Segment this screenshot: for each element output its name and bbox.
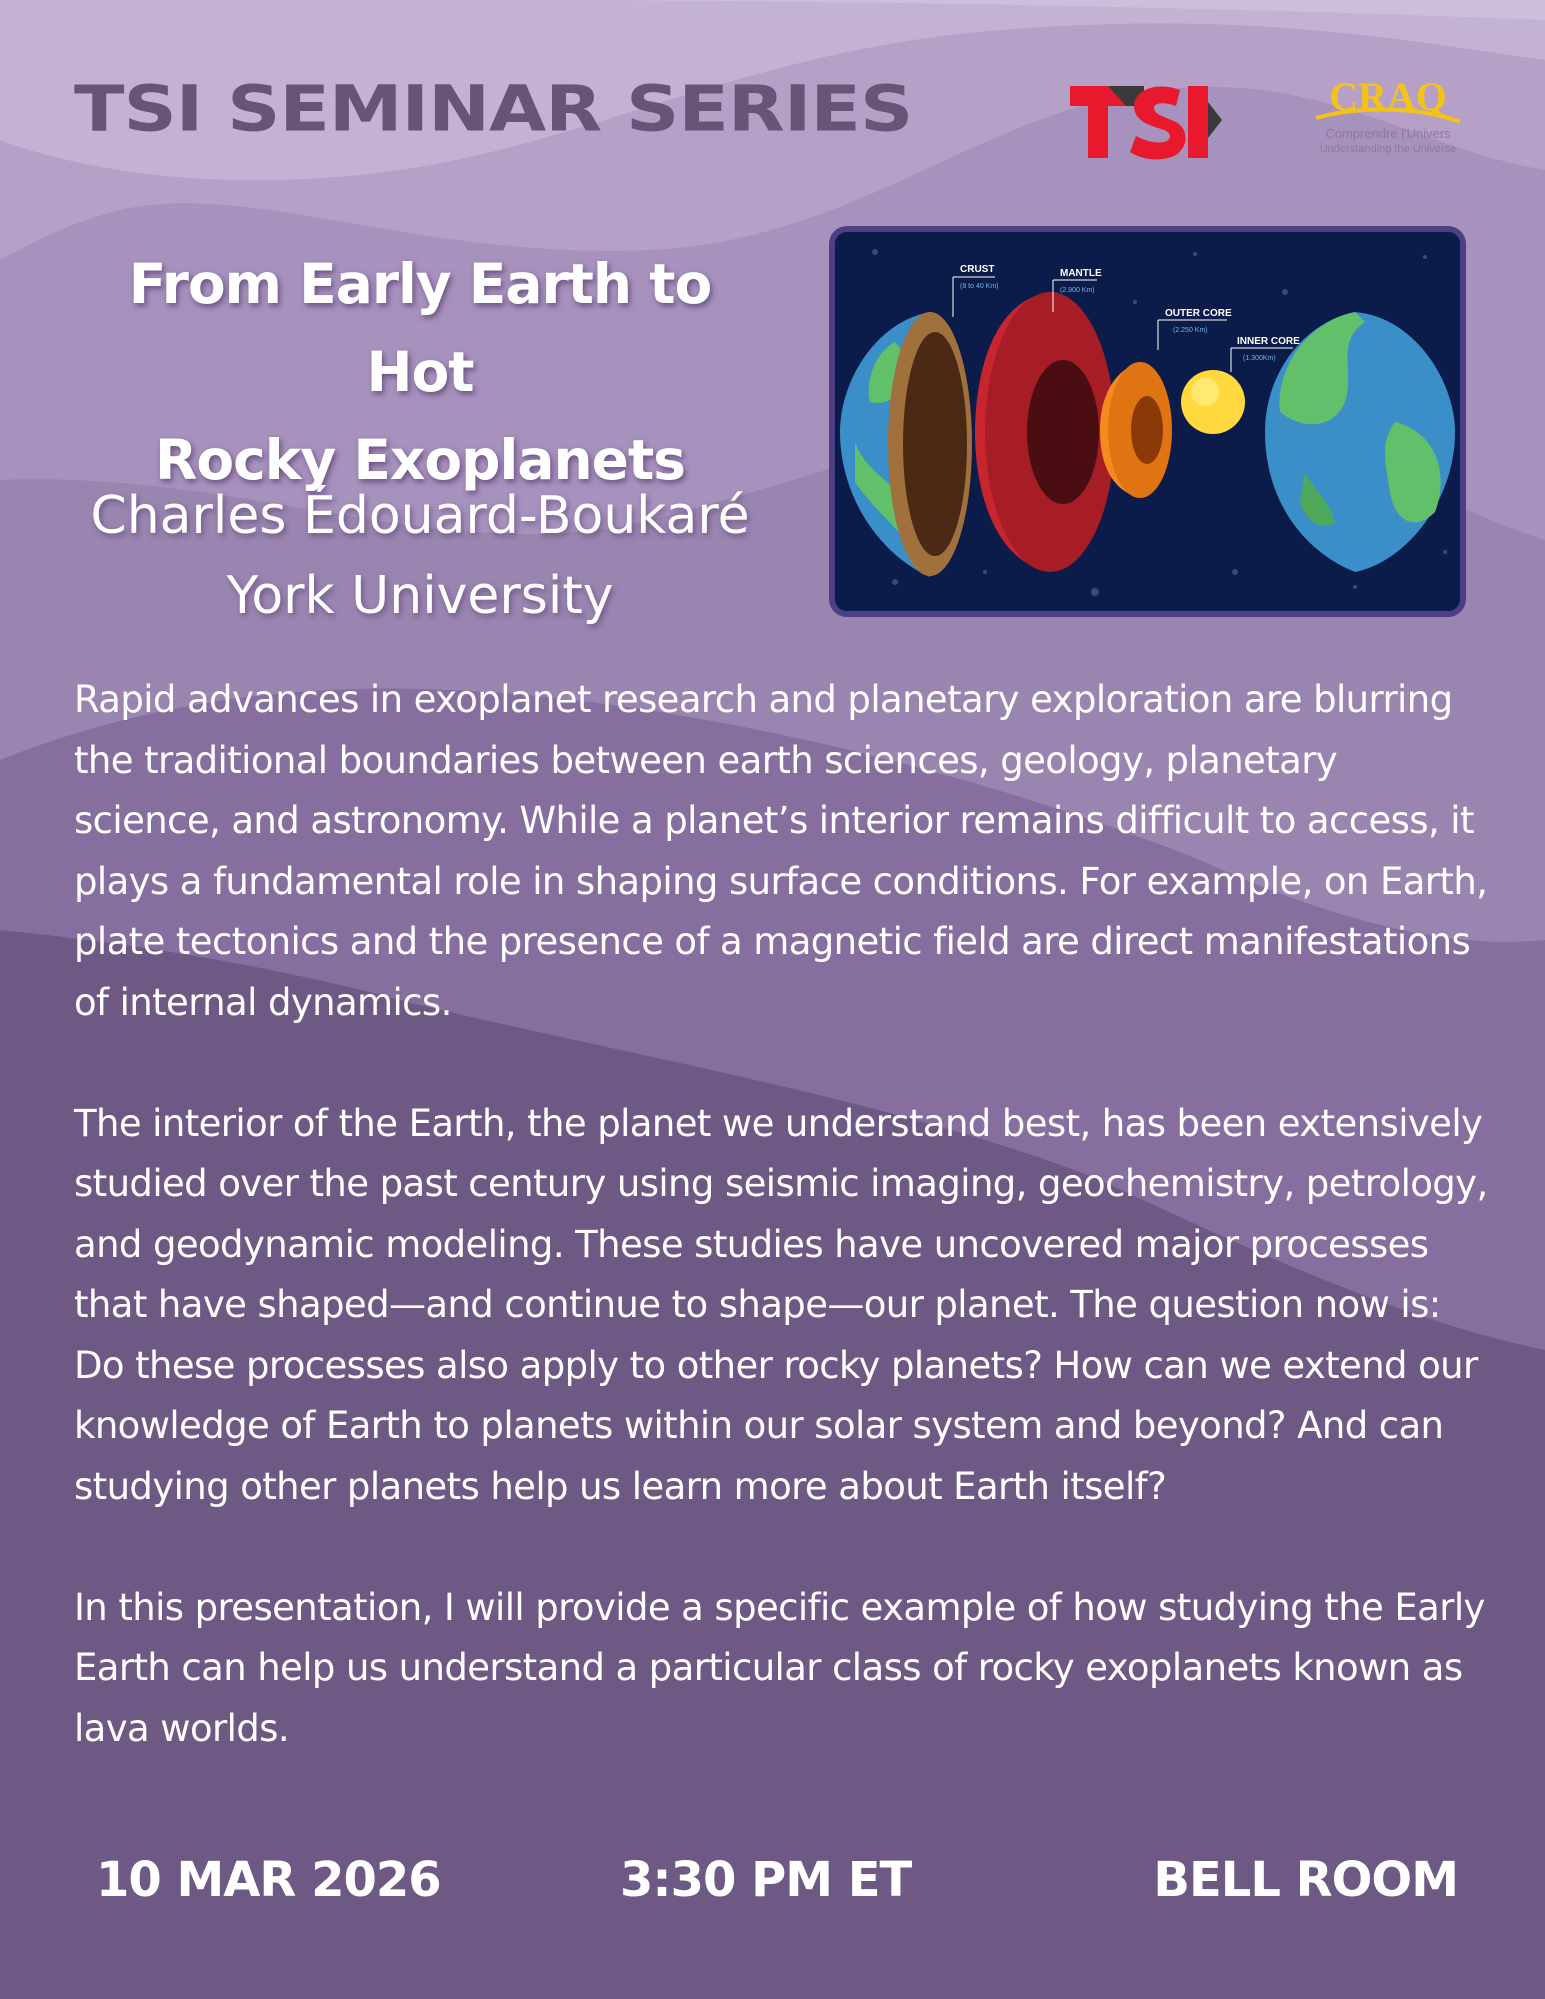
speaker-name: Charles Édouard-Boukaré bbox=[90, 486, 750, 546]
svg-text:Understanding the Universe: Understanding the Universe bbox=[1319, 143, 1457, 155]
event-time: 3:30 PM ET bbox=[620, 1852, 912, 1908]
mantle-value: (2.900 Km) bbox=[1060, 287, 1095, 294]
event-location: BELL ROOM bbox=[1153, 1852, 1458, 1908]
event-date: 10 MAR 2026 bbox=[96, 1852, 441, 1908]
outer-core-value: (2.250 Km) bbox=[1173, 327, 1208, 334]
speaker-block bbox=[70, 476, 770, 636]
svg-text:Comprendre l'Univers: Comprendre l'Univers bbox=[1325, 126, 1451, 141]
inner-core-value: (1.300Km) bbox=[1243, 355, 1276, 362]
crust-value: (8 to 40 Km) bbox=[960, 283, 999, 290]
talk-title-line-2: Rocky Exoplanets bbox=[155, 428, 685, 492]
mantle-label: MANTLE bbox=[1060, 268, 1102, 279]
abstract bbox=[74, 670, 1494, 1820]
abstract-paragraph-1: Rapid advances in exoplanet research and planetary exploration are blurring the traditional boundaries between earth sciences, geology, planetary science, and astronomy. While a planet’s interior remains difficult to access, it plays a fundamental role in shaping surface conditions. For example, on Earth, plate tectonics and the presence of a magnetic field are direct manifestations of internal dynamics. bbox=[74, 678, 1488, 1024]
inner-core-label: INNER CORE bbox=[1237, 336, 1300, 347]
svg-text:CRAQ: CRAQ bbox=[1329, 76, 1447, 119]
earth-layers-illustration bbox=[829, 226, 1466, 617]
craq-logo bbox=[1308, 76, 1468, 166]
crust-label: CRUST bbox=[960, 264, 995, 275]
tsi-logo bbox=[1068, 82, 1228, 162]
talk-title bbox=[70, 240, 770, 504]
speaker-affiliation: York University bbox=[226, 566, 614, 626]
abstract-paragraph-2: The interior of the Earth, the planet we understand best, has been extensively studied over the past century using seismic imaging, geochemistry, petrology, and geodynamic modeling. These studies have uncovered major processes that have shaped—and continue to shape—our planet. The question now is: Do these processes also apply to other rocky planets? How can we extend our knowledge of Earth to planets within our solar system and beyond? And can studying other planets help us learn more about Earth itself? bbox=[74, 1101, 1488, 1508]
series-title: TSI SEMINAR SERIES bbox=[74, 72, 913, 146]
abstract-paragraph-3: In this presentation, I will provide a specific example of how studying the Early Earth can help us understand a particular class of rocky exoplanets known as lava worlds. bbox=[74, 1585, 1485, 1750]
outer-core-label: OUTER CORE bbox=[1165, 308, 1232, 319]
talk-title-line-1: From Early Earth to Hot bbox=[128, 252, 712, 404]
